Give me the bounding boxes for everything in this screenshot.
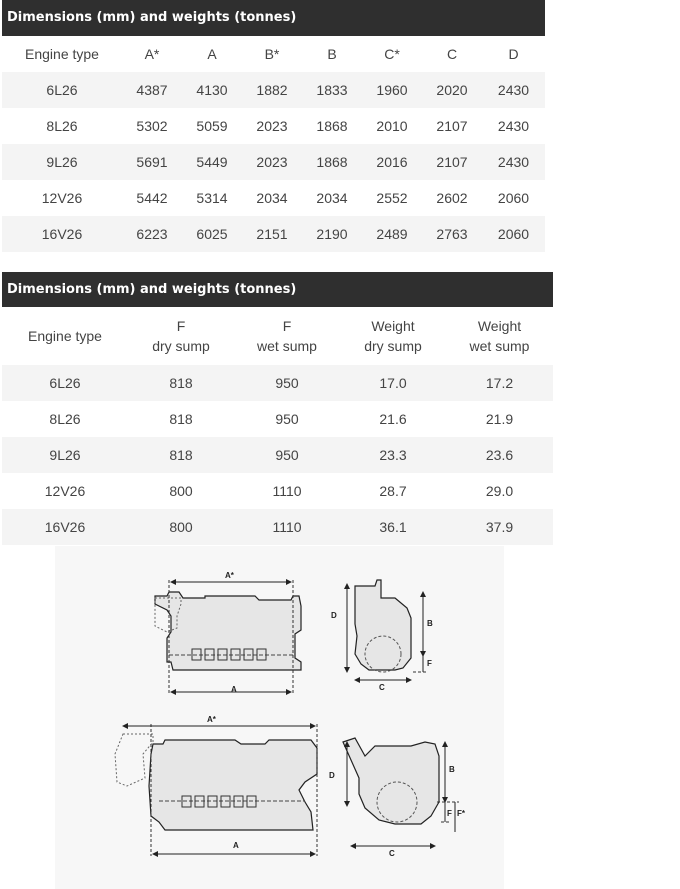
header-c: C (446, 46, 458, 62)
cell: 2430 (482, 72, 545, 108)
dim-label-c: C (389, 849, 395, 858)
cell: 21.6 (379, 411, 407, 427)
cell: 6025 (182, 216, 242, 252)
cell: 9L26 (2, 437, 128, 473)
table1-caption-bar (2, 0, 545, 36)
cell: 12V26 (44, 483, 86, 499)
cell: 2023 (256, 118, 288, 134)
dim-label-a-star: A* (225, 571, 234, 580)
header-line1: Weight (371, 318, 415, 334)
cell: 2107 (422, 144, 482, 180)
table-row (2, 72, 545, 108)
cell: 5059 (196, 118, 228, 134)
cell: 6L26 (2, 72, 122, 108)
cell: 5302 (136, 118, 168, 134)
table2-caption: Dimensions (mm) and weights (tonnes) (7, 282, 297, 297)
table-row (2, 437, 553, 473)
cell: 12V26 (41, 190, 83, 206)
table-row (2, 365, 553, 401)
table-header-row (2, 307, 553, 365)
cell: 23.6 (446, 437, 553, 473)
cell: 2430 (482, 144, 545, 180)
cell: 2060 (482, 216, 545, 252)
header-f-dry (128, 307, 234, 365)
table-row (2, 401, 553, 437)
dimensions-table (2, 36, 545, 252)
cell: 16V26 (2, 509, 128, 545)
cell: 29.0 (485, 483, 514, 499)
cell: 6223 (122, 216, 182, 252)
cell: 2020 (422, 72, 482, 108)
cell: 1960 (362, 72, 422, 108)
dim-label-f: F (427, 659, 432, 668)
cell: 5314 (196, 190, 228, 206)
cell: 950 (234, 365, 340, 401)
cell: 2060 (497, 190, 530, 206)
cell: 800 (128, 509, 234, 545)
dim-label-f-star: F* (457, 809, 465, 818)
dim-label-d: D (329, 771, 335, 780)
cell: 8L26 (46, 118, 78, 134)
table-row (2, 509, 553, 545)
cell: 17.2 (446, 365, 553, 401)
cell: 818 (128, 365, 234, 401)
header-line2: dry sump (152, 338, 210, 354)
table-row (2, 144, 545, 180)
cell: 2107 (436, 118, 468, 134)
cell: 4387 (122, 72, 182, 108)
cell: 2489 (362, 216, 422, 252)
cell: 21.9 (485, 411, 514, 427)
dim-label-b: B (449, 765, 455, 774)
table-row (2, 216, 545, 252)
cell: 2763 (422, 216, 482, 252)
header-weight-dry (340, 307, 446, 365)
cell: 2034 (316, 190, 348, 206)
header-line2: wet sump (257, 338, 317, 354)
cell: 4130 (182, 72, 242, 108)
dim-label-c: C (379, 683, 385, 692)
cell: 1868 (316, 118, 348, 134)
inline-engine-end-view (331, 580, 433, 692)
cell: 5442 (136, 190, 168, 206)
cell: 2010 (376, 118, 408, 134)
header-line1: Engine type (28, 328, 102, 344)
cell: 2602 (436, 190, 468, 206)
header-weight-wet (446, 307, 553, 365)
cell: 5449 (182, 144, 242, 180)
cell: 1110 (272, 483, 302, 499)
cell: 1833 (302, 72, 362, 108)
header-line1: F (176, 318, 186, 334)
header-b-star: B* (264, 46, 280, 62)
cell: 37.9 (446, 509, 553, 545)
dim-label-f: F (447, 809, 452, 818)
cell: 818 (128, 437, 234, 473)
cell: 800 (169, 483, 193, 499)
engine-drawings (55, 546, 504, 889)
header-engine-type (2, 307, 128, 365)
cell: 23.3 (340, 437, 446, 473)
engine-drawings-svg (55, 546, 504, 889)
table-row (2, 108, 545, 144)
cell: 1882 (242, 72, 302, 108)
table-header-row (2, 36, 545, 72)
cell: 950 (234, 437, 340, 473)
header-a-star: A* (144, 46, 160, 62)
cell: 6L26 (2, 365, 128, 401)
cell: 1110 (234, 509, 340, 545)
cell: 2190 (302, 216, 362, 252)
dim-label-a-star: A* (207, 715, 216, 724)
weights-table (2, 307, 553, 545)
inline-engine-side-view (155, 571, 301, 694)
header-line2: dry sump (364, 338, 422, 354)
cell: 818 (169, 411, 193, 427)
cell: 2023 (242, 144, 302, 180)
header-a: A (207, 46, 217, 62)
vee-engine-end-view (329, 738, 466, 858)
cell: 28.7 (379, 483, 407, 499)
dim-label-d: D (331, 611, 337, 620)
cell: 2430 (497, 118, 530, 134)
cell: 9L26 (2, 144, 122, 180)
table1-caption: Dimensions (mm) and weights (tonnes) (7, 10, 297, 25)
header-b: B (327, 46, 337, 62)
dim-label-a: A (231, 685, 237, 694)
dim-label-a: A (233, 841, 239, 850)
cell: 36.1 (340, 509, 446, 545)
table-row (2, 473, 553, 509)
header-c-star: C* (384, 46, 400, 62)
header-line1: Weight (477, 318, 522, 334)
table2-caption-bar (2, 272, 553, 307)
dim-label-b: B (427, 619, 433, 628)
cell: 8L26 (49, 411, 81, 427)
header-line1: F (282, 318, 292, 334)
header-engine-type: Engine type (25, 46, 99, 62)
cell: 16V26 (2, 216, 122, 252)
cell: 1868 (302, 144, 362, 180)
header-line2: wet sump (469, 338, 530, 354)
cell: 2034 (256, 190, 288, 206)
table-row (2, 180, 545, 216)
cell: 17.0 (340, 365, 446, 401)
cell: 5691 (122, 144, 182, 180)
cell: 2016 (362, 144, 422, 180)
cell: 950 (275, 411, 299, 427)
header-d: D (508, 46, 519, 62)
cell: 2552 (376, 190, 408, 206)
header-f-wet (234, 307, 340, 365)
vee-engine-side-view (115, 715, 317, 856)
cell: 2151 (242, 216, 302, 252)
